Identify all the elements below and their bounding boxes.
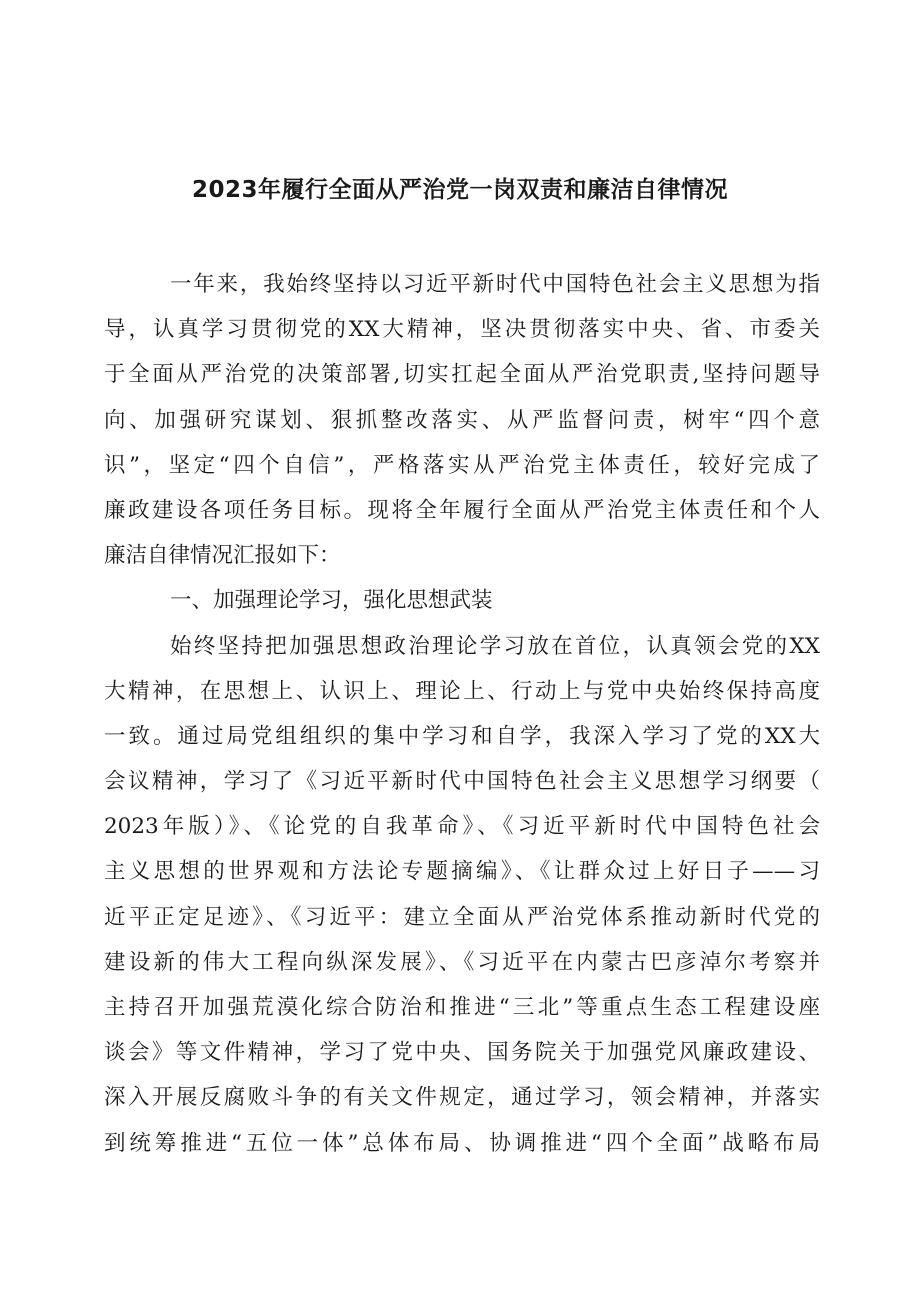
paragraph-line: 廉政建设各项任务目标。现将全年履行全面从严治党主体责任和个人 — [104, 497, 820, 523]
paragraph-line: 始终坚持把加强思想政治理论学习放在首位，认真领会党的XX — [170, 633, 820, 659]
paragraph-line: 一年来，我始终坚持以习近平新时代中国特色社会主义思想为指 — [170, 272, 820, 297]
paragraph-line: 于全面从严治党的决策部署,切实扛起全面从严治党职责,坚持问题导 — [104, 362, 820, 388]
paragraph-line: 近平正定足迹》、《习近平：建立全面从严治党体系推动新时代党的 — [104, 904, 820, 930]
section-heading: 一、加强理论学习，强化思想武装 — [170, 588, 493, 614]
paragraph-line: 廉洁自律情况汇报如下： — [104, 543, 341, 569]
paragraph-line: 谈会》等文件精神，学习了党中央、国务院关于加强党风廉政建设、 — [104, 1040, 820, 1066]
paragraph-line: 主持召开加强荒漠化综合防治和推进“三北”等重点生态工程建设座 — [104, 995, 820, 1020]
paragraph-line: 到统筹推进“五位一体”总体布局、协调推进“四个全面”战略布局 — [104, 1130, 820, 1156]
paragraph-line: 会议精神，学习了《习近平新时代中国特色社会主义思想学习纲要（ — [104, 769, 820, 795]
paragraph-line: 一致。通过局党组组织的集中学习和自学，我深入学习了党的XX大 — [104, 723, 820, 749]
document-title: 2023年履行全面从严治党一岗双责和廉洁自律情况 — [191, 177, 728, 203]
paragraph-line: 建设新的伟大工程向纵深发展》、《习近平在内蒙古巴彦淖尔考察并 — [104, 949, 820, 975]
paragraph-line: 2023年版）》、《论党的自我革命》、《习近平新时代中国特色社会 — [104, 814, 820, 840]
paragraph-line: 大精神，在思想上、认识上、理论上、行动上与党中央始终保持高度 — [104, 678, 820, 704]
intro-paragraph — [104, 262, 820, 578]
paragraph-line: 主义思想的世界观和方法论专题摘编》、《让群众过上好日子——习 — [104, 859, 820, 885]
paragraph-line: 识”，坚定“四个自信”，严格落实从严治党主体责任，较好完成了 — [104, 452, 820, 478]
paragraph-line: 深入开展反腐败斗争的有关文件规定，通过学习，领会精神，并落实 — [104, 1085, 820, 1111]
section-paragraph — [104, 624, 820, 1166]
document-body — [104, 262, 820, 1166]
paragraph-line: 向、加强研究谋划、狠抓整改落实、从严监督问责，树牢“四个意 — [104, 407, 820, 433]
paragraph-line: 导，认真学习贯彻党的XX大精神，坚决贯彻落实中央、省、市委关 — [104, 317, 820, 343]
